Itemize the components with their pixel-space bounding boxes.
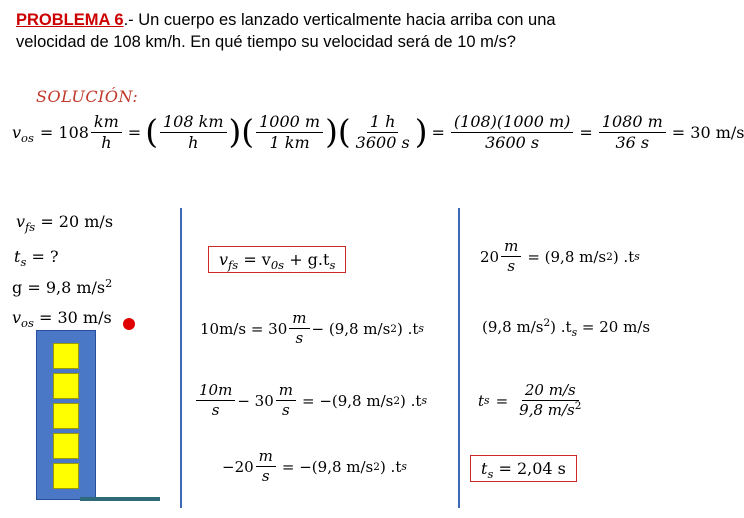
fraction-km-h: $\frac{km}{h}$ [91, 113, 122, 153]
given-g: g = 9,8 $m/s^2$ [12, 276, 113, 297]
fraction-108km-h: $\frac{108 km}{h}$ [160, 113, 227, 153]
building-illustration [36, 330, 96, 500]
building-window [53, 463, 79, 489]
column-divider-left [180, 208, 182, 508]
middle-equation-2: $\frac{10m}{s}$ − 30 $\frac{m}{s}$ = −(9,8 m/s 2 ) .t s [194, 382, 427, 420]
middle-equation-1: 10m/s = 30 $\frac{m}{s}$ − (9,8 m/s 2 ) .t s [200, 309, 424, 348]
building-window [53, 433, 79, 459]
given-vos: $v_{os} = 30$ m/s [12, 308, 112, 331]
given-ts: $t_s$ = ? [14, 247, 59, 270]
column-divider-right [458, 208, 460, 508]
problem-number: PROBLEMA 6 [16, 11, 124, 29]
right-equation-3: t s = $\frac{20 m/s}{9,8 m/s^2}$ [478, 381, 582, 420]
equals-sign: = [127, 123, 142, 143]
building-window [53, 373, 79, 399]
main-coef: = 108 [39, 123, 89, 143]
building-window [53, 343, 79, 369]
building-window [53, 403, 79, 429]
problem-text-line1: .- Un cuerpo es lanzado verticalmente hacia arriba con una [123, 11, 556, 29]
main-result: = 30 m/s [671, 123, 744, 143]
fraction-product: $\frac{(108)(1000 m)}{3600 s}$ [451, 113, 573, 153]
problem-statement [16, 9, 556, 53]
fraction-1080m-36s: $\frac{1080 m}{36 s}$ [599, 113, 666, 153]
boxed-formula: $v_{fs} = v_{0s} + g.t_s$ [208, 246, 346, 273]
solution-label: SOLUCIÓN: [36, 87, 139, 106]
fraction-1000m-1km: $\frac{1000 m}{1 km}$ [256, 113, 323, 153]
final-result-box: $t_s = 2,04$ s [470, 455, 577, 482]
equals-sign: = [579, 123, 593, 143]
equals-sign: = [431, 123, 445, 143]
thrown-body-dot [123, 318, 135, 330]
given-vfs: $v_{fs} = 20$ m/s [16, 212, 114, 235]
main-lhs: $v_{os}$ [12, 123, 34, 146]
fraction-1h-3600s: $\frac{1 h}{3600 s}$ [355, 112, 410, 153]
middle-equation-3: −20 $\frac{m}{s}$ = −(9,8 m/s 2 ) .t s [222, 447, 407, 486]
conversion-equation: $v_{os}$ = 108 $\frac{km}{h}$ = ( $\frac{108 km}{h}$ ) ( $\frac{1000 m}{1 km}$ ) ( $\frac{1 h}{3600 s}$ ) = $\frac{(108)(1000 m)}{3600 s}$ = $\frac{1080 m}{36 s}$ = 30 m/s [12, 112, 744, 153]
problem-text-line2: velocidad de 108 km/h. En qué tiempo su velocidad será de 10 m/s? [16, 33, 516, 51]
ground-line [80, 497, 160, 501]
right-equation-2: (9,8 $m/s^2$) $.t_s = 20$ m/s [482, 317, 651, 339]
right-equation-1: 20 $\frac{m}{s}$ = (9,8 m/s 2 ) .t s [480, 237, 640, 276]
